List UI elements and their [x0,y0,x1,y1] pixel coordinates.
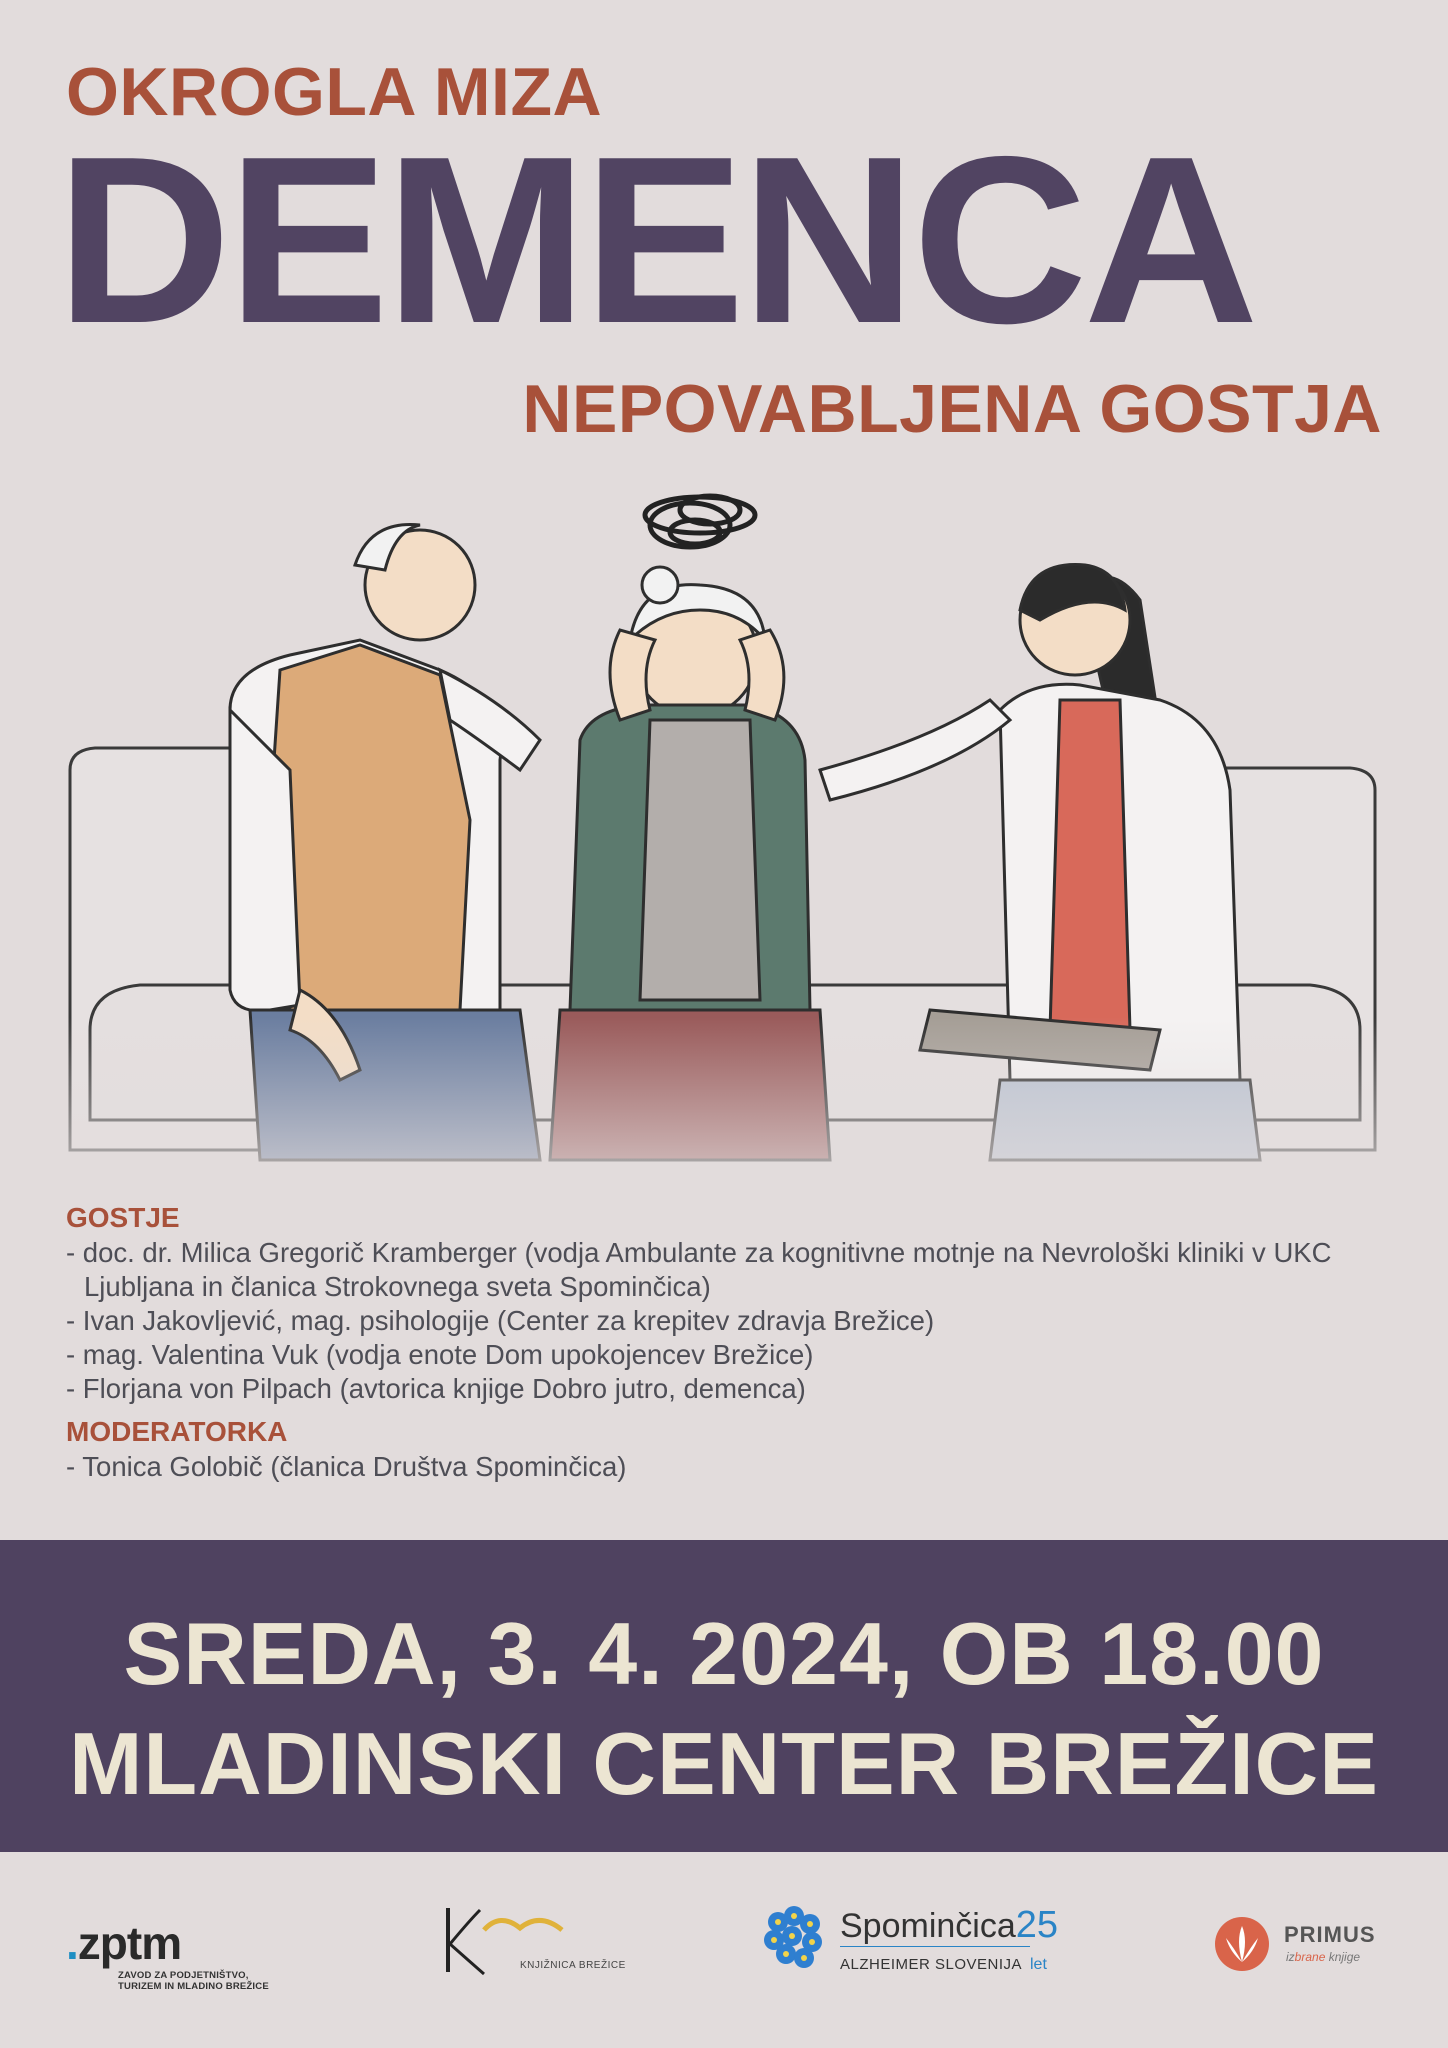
zptm-dot: . [66,1917,78,1969]
zptm-wordmark: zptm [77,1917,182,1969]
event-subtitle: NEPOVABLJENA GOSTJA [522,371,1382,447]
spomincica-let: let [1030,1956,1047,1973]
event-venue: MLADINSKI CENTER BREŽICE [69,1714,1379,1813]
spomincica-anniversary: 25 [1015,1904,1059,1946]
event-date: SREDA, 3. 4. 2024, OB 18.00 [123,1604,1325,1703]
primus-name: PRIMUS [1284,1922,1376,1947]
zptm-line1: ZAVOD ZA PODJETNIŠTVO, [118,1970,249,1981]
forget-me-not-flower-icon [758,1902,838,1972]
guest-item: - mag. Valentina Vuk (vodja enote Dom upokojencev Brežice) [66,1339,814,1370]
spomincica-divider [840,1946,1030,1947]
page-title: DEMENCA [56,108,1255,373]
spomincica-logo [758,1902,1088,2002]
knjiznica-label: KNJIŽNICA BREŽICE [520,1960,626,1971]
consultation-illustration [0,470,1448,1230]
zptm-line2: TURIZEM IN MLADINO BREŽICE [118,1981,269,1992]
primus-emblem-icon [1212,1914,1272,1974]
moderator-item: - Tonica Golobič (članica Društva Spominčica) [66,1451,627,1482]
moderator-heading: MODERATORKA [66,1416,288,1447]
moderator-list [66,1450,1396,1484]
primus-logo [1212,1914,1392,1984]
event-info-band [0,1540,1448,1852]
guest-item: - Ivan Jakovljević, mag. psihologije (Center za krepitev zdravja Brežice) [66,1305,935,1336]
spomincica-name: Spominčica [840,1907,1016,1945]
spomincica-subtitle: ALZHEIMER SLOVENIJA [840,1956,1023,1973]
primus-tagline-post: knjige [1325,1950,1361,1964]
guests-heading: GOSTJE [66,1202,180,1233]
primus-tagline-highlight: brane [1294,1950,1326,1964]
guest-item: - doc. dr. Milica Gregorič Kramberger (vodja Ambulante za kognitivne motnje na Nevrološki kliniki v UKC Ljubljana in članica Strokovnega sveta Spominčica) [66,1237,1332,1302]
knjiznica-logo [440,1900,640,1990]
event-kicker: OKROGLA MIZA [66,54,603,130]
primus-tagline-pre: iz [1286,1950,1295,1964]
sponsor-logos [0,1880,1448,2030]
guest-item: - Florjana von Pilpach (avtorica knjige Dobro jutro, demenca) [66,1373,806,1404]
guests-section [66,1200,1396,1492]
guests-list [66,1236,1396,1406]
zptm-logo [66,1917,269,1992]
primus-tagline [1286,1950,1360,1964]
